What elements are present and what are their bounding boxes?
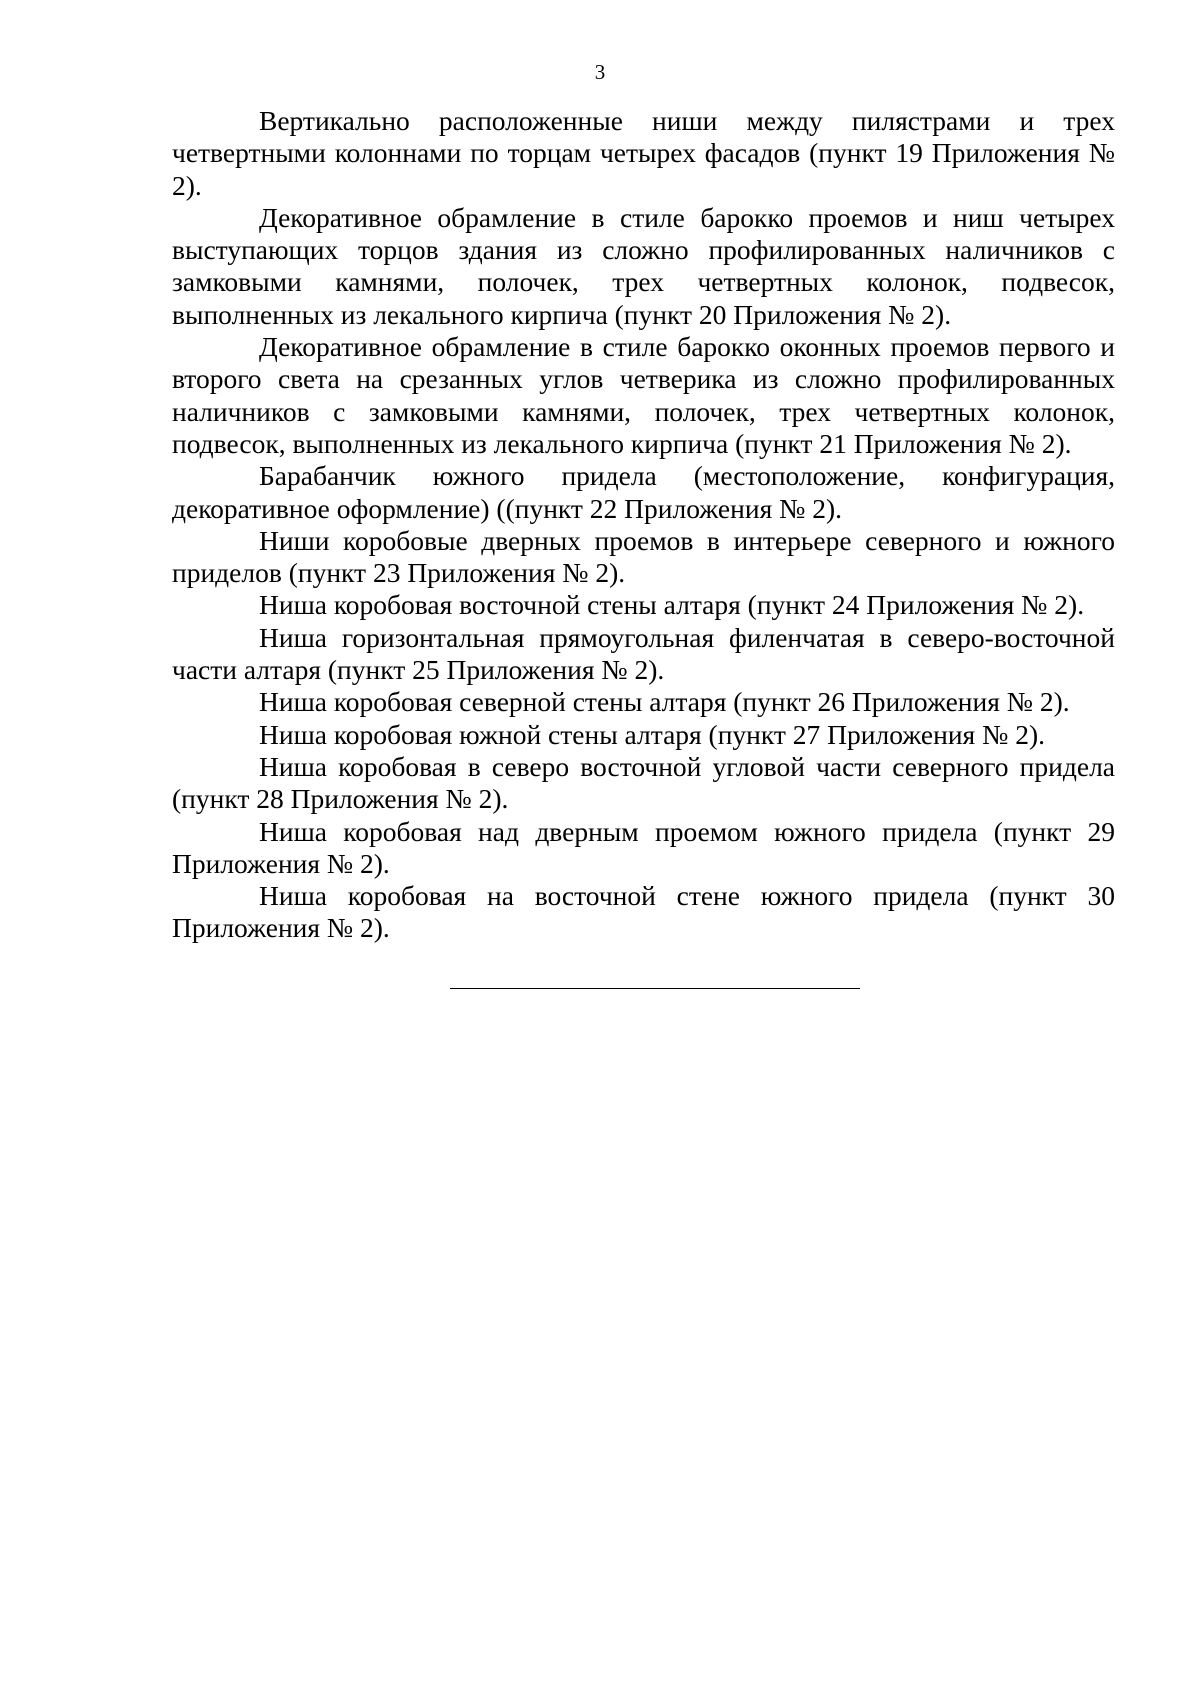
- paragraph-item-30: Ниша коробовая на восточной стене южного придела (пункт 30 Приложения № 2).: [172, 880, 1115, 944]
- paragraph-item-21: Декоративное обрамление в стиле барокко оконных проемов первого и второго света на срезанных углов четверика из сложно профилированных наличников с замковыми камнями, полочек, трех четвертных колонок, подвесок, выполненных из лекального кирпича (пункт 21 Приложения № 2).: [172, 331, 1115, 459]
- paragraph-item-29: Ниша коробовая над дверным проемом южного придела (пункт 29 Приложения № 2).: [172, 815, 1115, 879]
- paragraph-item-26: Ниша коробовая северной стены алтаря (пункт 26 Приложения № 2).: [259, 686, 1070, 718]
- paragraph-item-27: Ниша коробовая южной стены алтаря (пункт 27 Приложения № 2).: [259, 718, 1045, 750]
- paragraph-item-23: Ниши коробовые дверных проемов в интерьере северного и южного приделов (пункт 23 Приложения № 2).: [172, 524, 1115, 589]
- end-of-document-rule: [450, 988, 860, 989]
- paragraph-item-20: Декоративное обрамление в стиле барокко проемов и ниш четырех выступающих торцов здания из сложно профилированных наличников с замковыми камнями, полочек, трех четвертных колонок, подвесок, выполненных из лекального кирпича (пункт 20 Приложения № 2).: [172, 201, 1115, 330]
- paragraph-item-19: Вертикально расположенные ниши между пилястрами и трех четвертными колоннами по торцам четырех фасадов (пункт 19 Приложения № 2).: [172, 105, 1115, 201]
- document-body: [172, 105, 1115, 945]
- page-number: 3: [594, 60, 606, 84]
- paragraph-item-28: Ниша коробовая в северо восточной угловой части северного придела (пункт 28 Приложения № 2).: [172, 750, 1115, 815]
- paragraph-item-22: Барабанчик южного придела (местоположение, конфигурация, декоративное оформление) ((пункт 22 Приложения № 2).: [172, 460, 1115, 524]
- paragraph-item-25: Ниша горизонтальная прямоугольная филенчатая в северо-восточной части алтаря (пункт 25 Приложения № 2).: [172, 621, 1115, 686]
- paragraph-item-24: Ниша коробовая восточной стены алтаря (пункт 24 Приложения № 2).: [259, 589, 1085, 621]
